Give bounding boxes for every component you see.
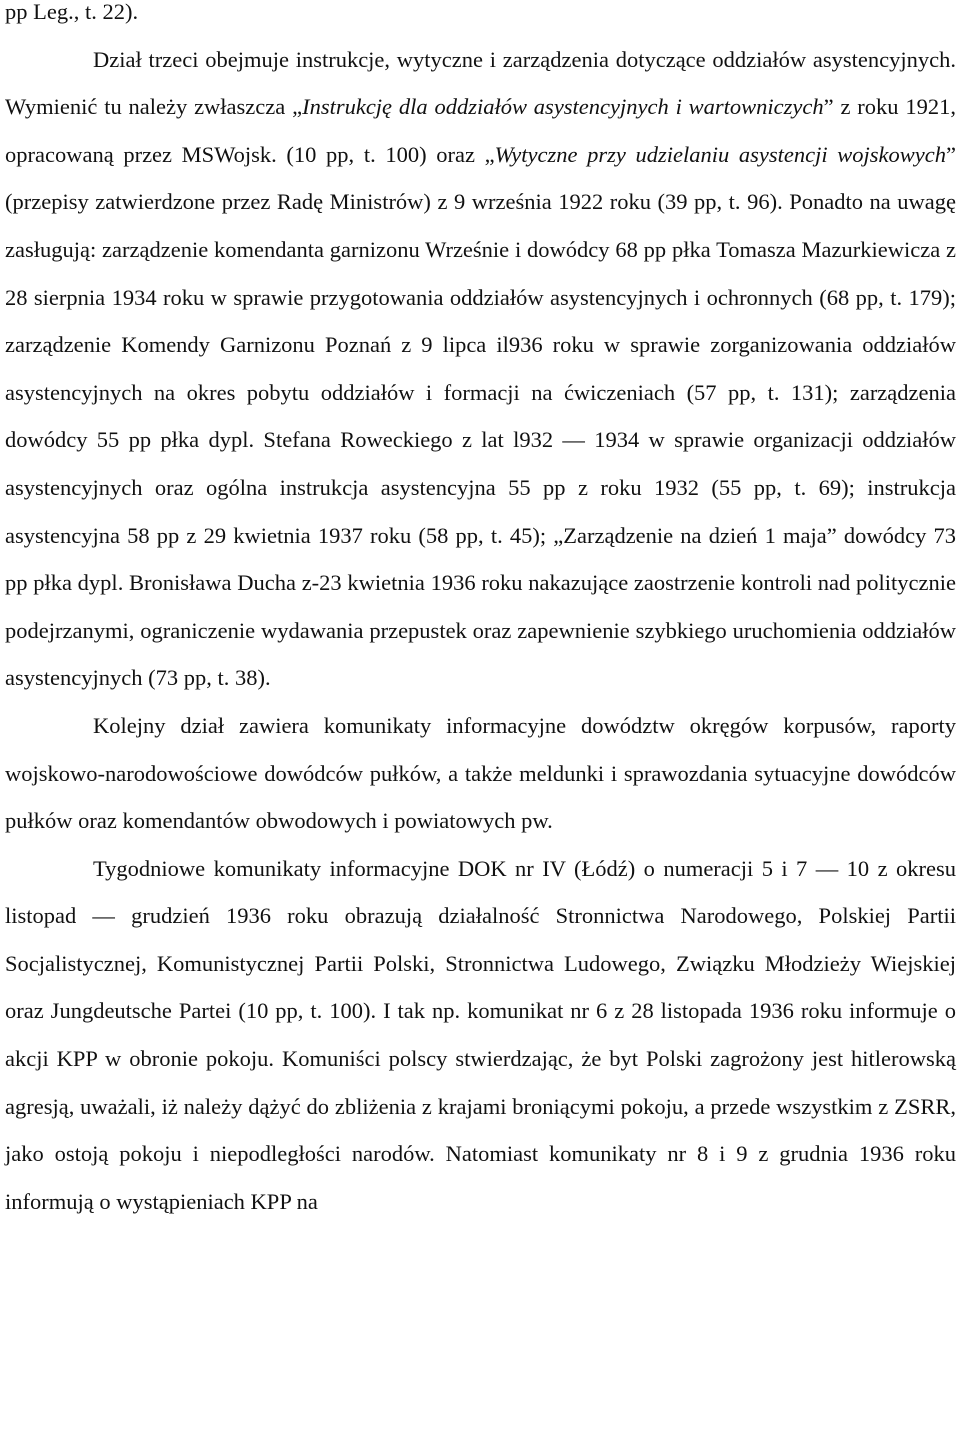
text-segment: Dział trzeci obejmuje instrukcje, wytyczne i zarządzenia dotyczące oddziałów asystencyjnych. Wymienić tu należy zwłaszcza „ [5,46,956,120]
text-segment: ” (przepisy zatwierdzone przez Radę Ministrów) z 9 września 1922 roku (39 pp, t. 96). Ponadto na uwagę zasługują: zarządzenie komendanta garnizonu Wrześnie i dowódcy 68 pp płka Tomasza Mazurkiewicza z 28 sierpnia 1934 roku w sprawie przygotowania oddziałów asystencyjnych i ochronnych (68 pp, t. 179); zarządzenie Komendy Garnizonu Poznań z 9 lipca il936 roku w sprawie zorganizowania oddziałów asystencyjnych na okres pobytu oddziałów i formacji na ćwiczeniach (57 pp, t. 131); zarządzenia dowódcy 55 pp płka dypl. Stefana Roweckiego z lat l932 — 1934 w sprawie organizacji oddziałów asystencyjnych oraz ogólna instrukcja asystencyjna 55 pp z roku 1932 (55 pp, t. 69); instrukcja asystencyjna 58 pp z 29 kwietnia 1937 roku (58 pp, t. 45); „Zarządzenie na dzień 1 maja” dowódcy 73 pp płka dypl. Bronisława Ducha z-23 kwietnia 1936 roku nakazujące zaostrzenie kontroli nad politycznie podejrzanymi, ograniczenie wydawania przepustek oraz zapewnienie szybkiego uruchomienia oddziałów asystencyjnych (73 pp, t. 38). [5,141,956,691]
paragraph-section-three [5,36,956,702]
text-segment: Tygodniowe komunikaty informacyjne DOK nr IV (Łódź) o numeracji 5 i 7 — 10 z okresu listopad — grudzień 1936 roku obrazują działalność Stronnictwa Narodowego, Polskiej Partii Socjalistycznej, Komunistycznej Partii Polski, Stronnictwa Ludowego, Związku Młodzieży Wiejskiej oraz Jungdeutsche Partei (10 pp, t. 100). I tak np. komunikat nr 6 z 28 listopada 1936 roku informuje o akcji KPP w obronie pokoju. Komuniści polscy stwierdzając, że byt Polski zagrożony jest hitlerowską agresją, uważali, iż należy dążyć do zbliżenia z krajami broniącymi pokoju, a przede wszystkim z ZSRR, jako ostoją pokoju i niepodległości narodów. Natomiast komunikaty nr 8 i 9 z grudnia 1936 roku informują o wystąpieniach KPP na [5,855,956,1214]
text-segment: Kolejny dział zawiera komunikaty informacyjne dowództw okręgów korpusów, raporty wojskowo-narodowościowe dowódców pułków, a także meldunki i sprawozdania sytuacyjne dowódców pułków oraz komendantów obwodowych i powiatowych pw. [5,712,956,834]
paragraph-next-section [5,702,956,845]
paragraph-continuation [5,0,956,36]
text-segment: ” z roku 1921, opracowaną przez MSWojsk. (10 pp, t. 100) oraz „ [5,94,956,167]
italic-title-guidelines: Wytyczne przy udzielaniu asystencji wojskowych [494,141,946,167]
italic-title-instruction: Instrukcję dla oddziałów asystencyjnych i wartowniczych [302,94,824,120]
text-segment: pp Leg., t. 22). [5,0,139,24]
paragraph-weekly-reports [5,845,956,1226]
